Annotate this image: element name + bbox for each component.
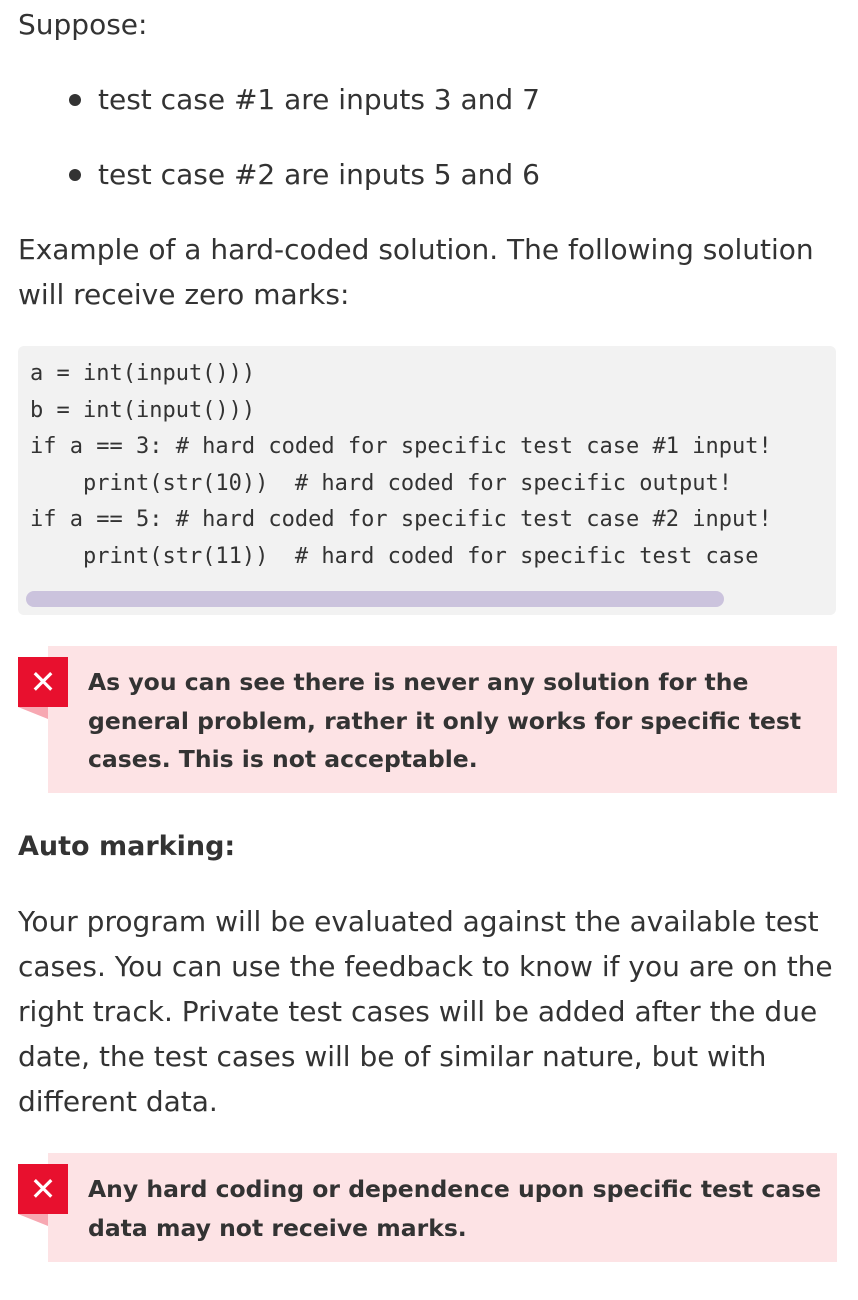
horizontal-scrollbar[interactable] [26,591,828,609]
code-line: b = int(input())) [30,397,256,423]
code-line: if a == 5: # hard coded for specific test case #2 input! [30,507,772,532]
callout-tail [18,707,48,719]
code-line: if a == 3: # hard coded for specific test case #1 input! [30,434,772,459]
callout-tail [18,1214,48,1226]
example-paragraph: Example of a hard-coded solution. The following solution will receive zero marks: [18,233,814,311]
list-item [0,77,858,152]
auto-marking-paragraph: Your program will be evaluated against the available test cases. You can use the feedback to know if you are on the right track. Private test cases will be added after the due date, the test cases will be of similar nature, but with different data. [18,905,833,1118]
warning-callout [48,646,837,793]
list-item-text: test case #1 are inputs 3 and 7 [98,83,540,116]
close-icon: ✕ [18,657,68,707]
scrollbar-thumb[interactable] [26,591,724,607]
code-listing [30,356,772,575]
code-line: print(str(10)) # hard coded for specific output! [30,470,732,496]
list-item [0,152,858,227]
bullet-icon [69,169,81,181]
test-case-list [0,77,858,227]
callout-text: As you can see there is never any solution for the general problem, rather it only works for specific test cases. This is not acceptable. [88,668,802,773]
code-line: print(str(11)) # hard coded for specific test case [30,543,759,569]
bullet-icon [69,94,81,106]
suppose-label: Suppose: [18,8,148,41]
warning-callout [48,1153,837,1262]
list-item-text: test case #2 are inputs 5 and 6 [98,158,540,191]
close-icon: ✕ [18,1164,68,1214]
section-heading: Auto marking: [18,831,236,862]
code-line: a = int(input())) [30,361,256,386]
code-block[interactable] [18,346,836,615]
callout-text: Any hard coding or dependence upon specific test case data may not receive marks. [88,1175,822,1242]
